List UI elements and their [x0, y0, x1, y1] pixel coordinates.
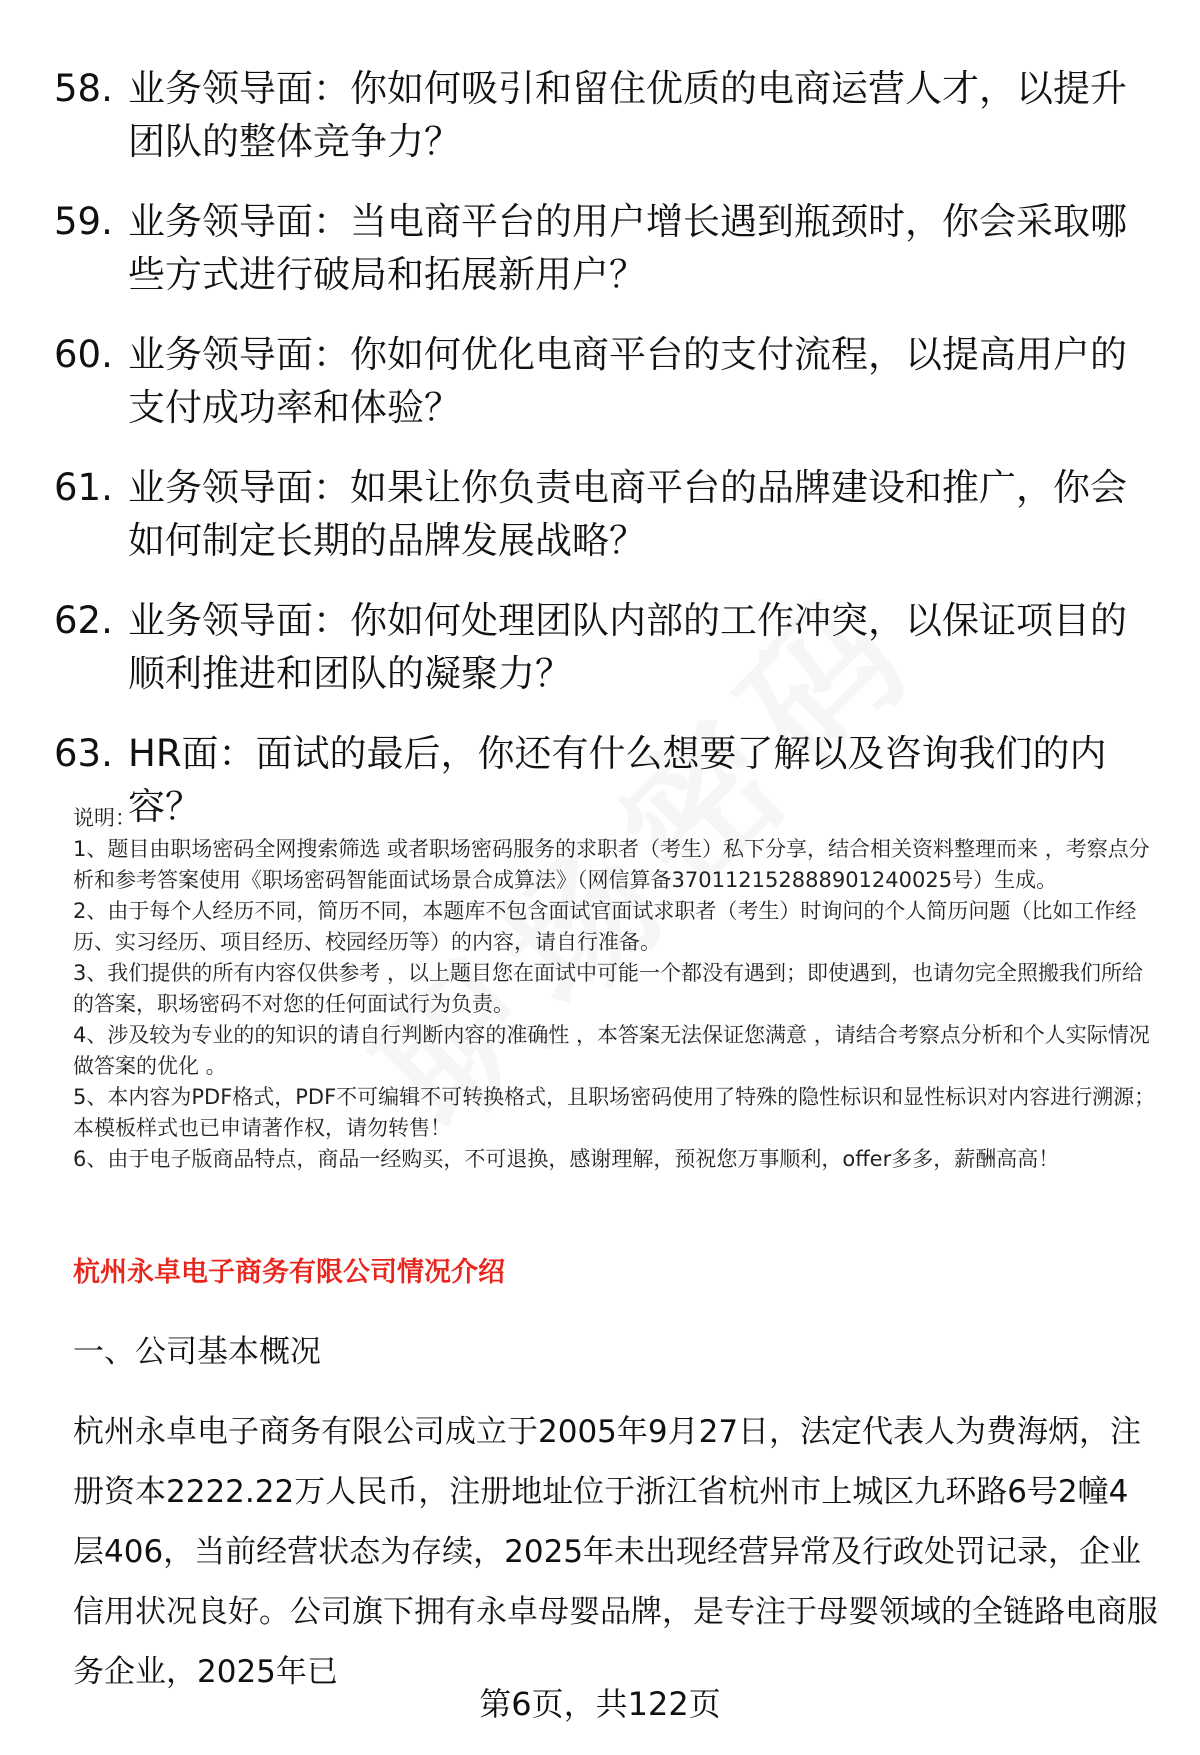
question-text: HR面：面试的最后，你还有什么想要了解以及咨询我们的内容？ [128, 732, 1107, 828]
question-item [54, 461, 1154, 567]
question-text: 业务领导面：如果让你负责电商平台的品牌建设和推广，你会如何制定长期的品牌发展战略？ [128, 466, 1127, 562]
notes-section [73, 803, 1163, 1175]
question-number: 58. [54, 67, 113, 110]
note-item: 5、本内容为PDF格式，PDF不可编辑不可转换格式，且职场密码使用了特殊的隐性标识和显性标识对内容进行溯源；本模板样式也已申请著作权，请勿转售！ [73, 1085, 1156, 1140]
question-text: 业务领导面：你如何处理团队内部的工作冲突，以保证项目的顺利推进和团队的凝聚力？ [128, 599, 1127, 695]
notes-heading: 说明： [73, 806, 136, 830]
page-number: 第6页，共122页 [479, 1685, 721, 1723]
company-title: 杭州永卓电子商务有限公司情况介绍 [73, 1257, 505, 1288]
company-paragraph: 杭州永卓电子商务有限公司成立于2005年9月27日，法定代表人为费海炳，注册资本2222.22万人民币，注册地址位于浙江省杭州市上城区九环路6号2幢4层406，当前经营状态为存续，2025年未出现经营异常及行政处罚记录，企业信用状况良好。公司旗下拥有永卓母婴品牌，是专注于母婴领域的全链路电商服务企业，2025年已 [73, 1414, 1158, 1690]
question-item [54, 328, 1154, 434]
question-item [54, 62, 1154, 168]
note-item: 6、由于电子版商品特点，商品一经购买，不可退换，感谢理解，预祝您万事顺利，offer多多，薪酬高高！ [73, 1147, 1060, 1171]
question-number: 60. [54, 333, 113, 376]
question-number: 59. [54, 200, 113, 243]
note-item: 2、由于每个人经历不同，简历不同，本题库不包含面试官面试求职者（考生）时询问的个人简历问题（比如工作经历、实习经历、项目经历、校园经历等）的内容，请自行准备。 [73, 899, 1137, 954]
question-text: 业务领导面：当电商平台的用户增长遇到瓶颈时，你会采取哪些方式进行破局和拓展新用户？ [128, 200, 1127, 296]
question-number: 62. [54, 599, 113, 642]
note-item: 3、我们提供的所有内容仅供参考 ，以上题目您在面试中可能一个都没有遇到；即使遇到，也请勿完全照搬我们所给的答案，职场密码不对您的任何面试行为负责。 [73, 961, 1144, 1016]
section-heading: 一、公司基本概况 [73, 1334, 321, 1370]
question-item [54, 594, 1154, 700]
question-number: 63. [54, 732, 113, 775]
question-list [54, 62, 1154, 833]
note-item: 4、涉及较为专业的的知识的请自行判断内容的准确性 ，本答案无法保证您满意 ，请结合考察点分析和个人实际情况做答案的优化 。 [73, 1023, 1150, 1078]
note-item: 1、题目由职场密码全网搜索筛选 或者职场密码服务的求职者（考生）私下分享，结合相关资料整理而来 ，考察点分析和参考答案使用《职场密码智能面试场景合成算法》（网信算备370112152888901240025号）生成。 [73, 837, 1150, 892]
question-item [54, 195, 1154, 301]
question-text: 业务领导面：你如何优化电商平台的支付流程，以提高用户的支付成功率和体验？ [128, 333, 1127, 429]
question-text: 业务领导面：你如何吸引和留住优质的电商运营人才，以提升团队的整体竞争力？ [128, 67, 1127, 163]
question-number: 61. [54, 466, 113, 509]
